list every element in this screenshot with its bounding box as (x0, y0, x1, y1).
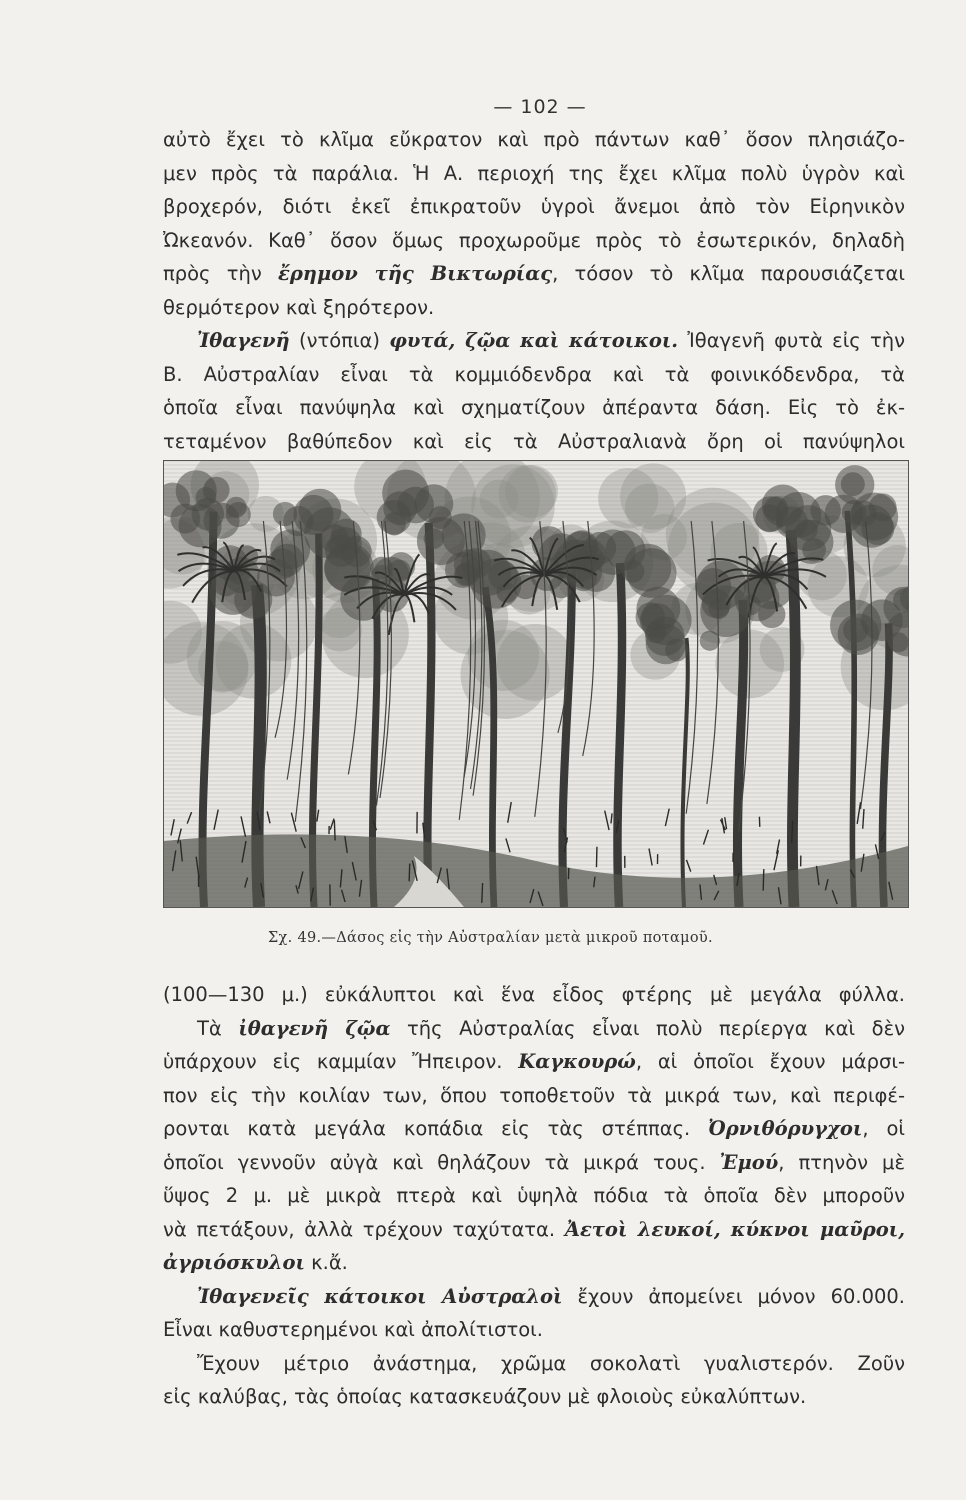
grass-blade (506, 838, 510, 852)
page-number: — 102 — (493, 96, 587, 118)
grass-blade (665, 809, 669, 827)
text-line (163, 1012, 905, 1046)
grass-blade (334, 820, 335, 840)
tree-crown (838, 614, 879, 655)
grass-blade (409, 863, 410, 881)
grass-blade (725, 817, 727, 829)
emphasis-native-animals: ἰθαγενῆ ζῷα (238, 1016, 391, 1040)
text-run: πρὸς τὴν (163, 262, 278, 285)
text-line: μεν πρὸς τὰ παράλια. Ἡ Α. περιοχή της ἔχει κλῖμα πολὺ ὑγρὸν καὶ (163, 161, 905, 185)
text-line (163, 1280, 905, 1314)
emphasis-platypus: Ὀρνιθόρυγχοι (708, 1117, 863, 1140)
text-line: ὕψος 2 μ. μὲ μικρὰ πτερὰ καὶ ὑψηλὰ πόδια τὰ ὁποῖα δὲν μποροῦν (163, 1184, 905, 1207)
grass-blade (317, 810, 319, 822)
text-run: νὰ πετάξουν, ἀλλὰ τρέχουν ταχύτατα. (163, 1217, 565, 1241)
foliage-mass (598, 468, 658, 528)
grass-blade (214, 810, 218, 830)
emphasis-birds: Ἀετοὶ λευκοί, κύκνοι μαῦροι, (564, 1217, 905, 1241)
text-line: πον εἰς τὴν κοιλίαν των, ὅπου τοποθετοῦν τὰ μικρά των, καὶ περιφέ- (163, 1083, 905, 1107)
forest-engraving (164, 461, 908, 907)
grass-blade (241, 816, 245, 836)
heading-parenthetical: (ντόπια) (289, 329, 390, 352)
text-run: , οἱ (862, 1117, 905, 1140)
grass-blade (482, 883, 483, 903)
tree-crown (700, 586, 752, 638)
text-run: ρονται κατὰ μεγάλα κοπάδια εἰς τὰς στέππας. (163, 1117, 709, 1140)
text-line: εἰς καλύβας, τὰς ὁποίας κατασκευάζουν μὲ φλοιοὺς εὐκαλύπτων. (163, 1385, 807, 1408)
foliage-mass (499, 465, 556, 522)
tree-trunk (791, 530, 795, 907)
tree-crown (382, 470, 429, 517)
text-line: (100—130 μ.) εὐκάλυπτοι καὶ ἕνα εἶδος φτέρης μὲ μεγάλα φύλλα. (163, 983, 905, 1006)
text-run: κ.ἄ. (304, 1251, 348, 1274)
text-line: ὁποῖα εἶναι πανύψηλα καὶ σχηματίζουν ἀπέραντα δάση. Εἰς τὸ ἐκ- (163, 396, 905, 419)
tree-crown (424, 528, 445, 549)
tree-crown (762, 484, 804, 526)
text-line: βροχερόν, διότι ἐκεῖ ἐπικρατοῦν ὑγροὶ ἄνεμοι ἀπὸ τὸν Εἰρηνικὸν (163, 195, 905, 218)
grass-blade (792, 821, 793, 843)
top-paragraph (163, 123, 905, 458)
text-run: , αἱ ὁποῖοι ἔχουν μάρσι- (635, 1050, 906, 1073)
figure-caption: Σχ. 49.—Δάσος εἰς τὴν Αὐστραλίαν μετὰ μικροῦ ποταμοῦ. (268, 930, 713, 946)
bottom-paragraphs (163, 978, 905, 1414)
heading-plants-animals: φυτά, ζῷα καὶ κάτοικοι. (389, 329, 679, 352)
text-run: ἔχουν ἀπομείνει μόνον 60.000. (562, 1284, 906, 1308)
tree-crown (170, 504, 200, 534)
tree-crown (758, 601, 785, 628)
text-line (163, 1045, 905, 1079)
emphasis-aboriginals: Ἰθαγενεῖς κάτοικοι Αὐστραλοὶ (197, 1284, 563, 1308)
text-run: ὑπάρχουν εἰς καμμίαν Ἤπειρον. (163, 1050, 519, 1073)
text-line: Εἶναι καθυστερημένοι καὶ ἀπολίτιστοι. (163, 1318, 543, 1341)
text-line: τεταμένον βαθύπεδον καὶ εἰς τὰ Αὐστραλιανὰ ὄρη οἱ πανύψηλοι (163, 429, 905, 453)
text-run: , πτηνὸν μὲ (778, 1150, 905, 1174)
text-line (163, 257, 905, 291)
tree-crown (605, 530, 645, 570)
grass-blade (763, 869, 764, 890)
grass-blade (330, 819, 334, 830)
text-run: Ἰθαγενῆ φυτὰ εἰς τὴν (678, 329, 905, 352)
text-run: τῆς Αὐστραλίας εἶναι πολὺ περίεργα καὶ δὲν (390, 1016, 906, 1040)
section-heading-line (163, 324, 905, 358)
text-line: Β. Αὐστραλίαν εἶναι τὰ κομμιόδενδρα καὶ τὰ φοινικόδενδρα, τὰ (163, 362, 905, 386)
text-line: θερμότερον καὶ ξηρότερον. (163, 295, 435, 319)
tree-trunk (617, 563, 622, 907)
grass-blade (605, 811, 609, 830)
text-line (163, 1146, 905, 1180)
text-run: Τὰ (197, 1016, 239, 1040)
tree-crown (850, 505, 893, 548)
grass-blade (611, 813, 612, 823)
tree-crown (645, 622, 666, 643)
grass-blade (863, 809, 864, 829)
text-line: Ὠκεανόν. Καθ᾿ ὅσον ὅμως προχωροῦμε πρὸς τὸ ἐσωτερικόν, δηλαδὴ (163, 228, 905, 252)
text-line (163, 1213, 905, 1247)
text-line: αὐτὸ ἔχει τὸ κλῖμα εὔκρατον καὶ πρὸ πάντων καθ᾿ ὅσον πλησιάζο- (163, 128, 905, 151)
tree-crown (226, 497, 247, 518)
foliage-mass (460, 630, 549, 719)
emphasis-dingo: ἀγριόσκυλοι (163, 1251, 305, 1274)
forest-illustration (163, 460, 909, 908)
text-run: ὁποῖοι γεννοῦν αὐγὰ καὶ θηλάζουν τὰ μικρά τους. (163, 1150, 720, 1174)
tree-crown (841, 472, 865, 496)
text-line (163, 1246, 905, 1280)
text-run: , τόσον τὸ κλῖμα παρουσιάζεται (552, 262, 906, 285)
grass-blade (686, 860, 690, 872)
text-line: Ἔχουν μέτριο ἀνάστημα, χρῶμα σοκολατὶ γυαλιστερόν. Ζοῦν (197, 1351, 905, 1375)
emphasis-emu: Ἐμού (719, 1150, 779, 1174)
foliage-mass (216, 623, 292, 699)
text-line (163, 1112, 905, 1146)
emphasis-kangaroo: Καγκουρώ (518, 1050, 636, 1073)
tree-trunk (682, 638, 687, 907)
heading-native: Ἰθαγενῆ (197, 329, 290, 352)
emphasis-victoria-desert: ἔρημον τῆς Βικτωρίας (277, 262, 553, 285)
grass-blade (187, 812, 191, 823)
